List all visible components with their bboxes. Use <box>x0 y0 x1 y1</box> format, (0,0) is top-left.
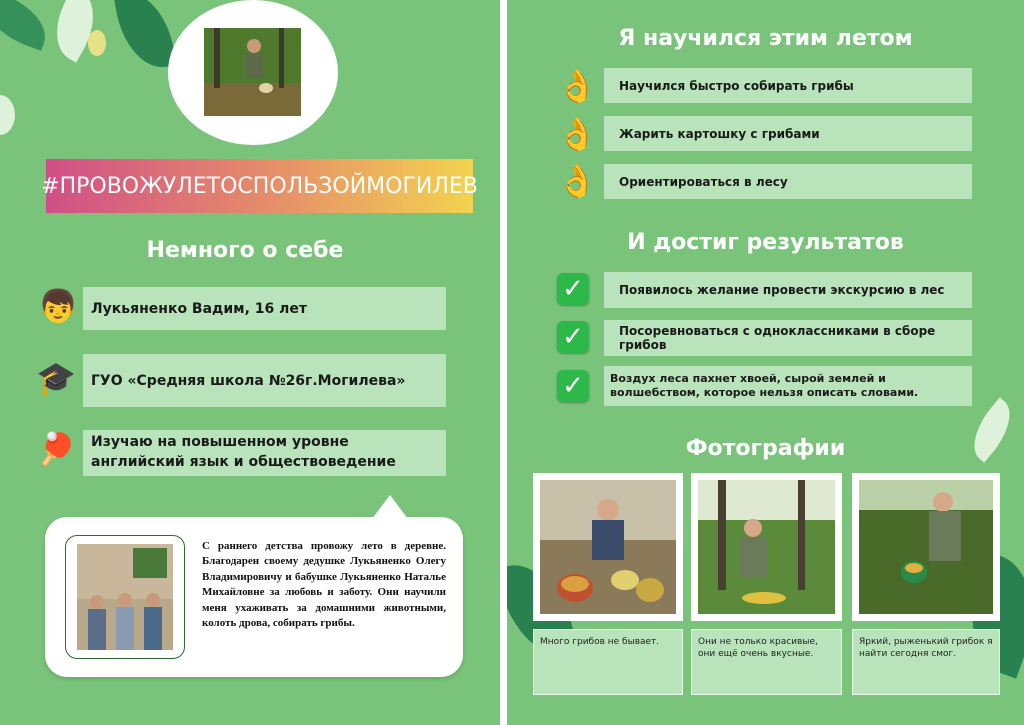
result-item-label: Посоревноваться с одноклассниками в сборе грибов <box>619 324 936 352</box>
photo-card-3 <box>852 473 1000 621</box>
ok-hand-icon: 👌 <box>557 67 597 105</box>
caption-text: Яркий, рыженький грибок я найти сегодня смог. <box>859 637 993 659</box>
photos-title: Фотографии <box>685 436 846 461</box>
leaf-decoration <box>113 0 176 74</box>
photo-caption-3 <box>852 629 1000 695</box>
about-item-label: ГУО «Средняя школа №26г.Могилева» <box>91 372 406 389</box>
bio-text: С раннего детства провожу лето в деревне. Благодарен своему дедушке Лукьяненко Олегу Владимировичу и бабушке Лукьяненко Наталье Михайловне за любовь и заботу. Они научили меня ухаживать за домашними животными, колоть дрова, собирать грибы. <box>202 540 446 629</box>
learned-item-label: Ориентироваться в лесу <box>619 174 788 189</box>
mushroom-photo <box>540 480 676 614</box>
learned-item <box>604 68 972 103</box>
check-mark-icon: ✓ <box>557 370 589 402</box>
family-photo-frame <box>65 535 185 659</box>
leaf-decoration <box>88 30 106 56</box>
learned-item <box>604 164 972 199</box>
learned-item-label: Жарить картошку с грибами <box>619 126 820 141</box>
check-mark-icon: ✓ <box>557 321 589 353</box>
learned-item <box>604 116 972 151</box>
photo-caption-2 <box>691 629 842 695</box>
photo-card-1 <box>533 473 683 621</box>
forest-photo <box>698 480 835 614</box>
hashtag-text: #ПРОВОЖУЛЕТОСПОЛЬЗОЙМОГИЛЕВ <box>41 173 478 199</box>
result-item <box>604 272 972 308</box>
avatar-photo <box>204 28 301 116</box>
about-item-name <box>83 287 446 330</box>
learned-title: Я научился этим летом <box>618 26 913 51</box>
result-item-label: Появилось желание провести экскурсию в лес <box>619 283 945 297</box>
result-item <box>604 320 972 356</box>
about-title: Немного о себе <box>146 238 344 263</box>
hashtag-banner <box>41 159 478 213</box>
leaf-decoration <box>0 95 15 135</box>
photo-caption-1 <box>533 629 683 695</box>
family-photo <box>77 544 173 650</box>
ok-hand-icon: 👌 <box>557 162 597 200</box>
result-item-label: Воздух леса пахнет хвоей, сырой землей и волшебством, которое нельзя описать словами. <box>610 371 919 399</box>
about-item-label: Изучаю на повышенном уровне английский язык и обществоведение <box>91 434 396 470</box>
bubble-tail <box>372 495 408 519</box>
learned-item-label: Научился быстро собирать грибы <box>619 78 854 93</box>
photo-card-2 <box>691 473 842 621</box>
about-item-study <box>83 430 446 476</box>
graduation-cap-icon: 🎓 <box>36 359 76 397</box>
results-title: И достиг результатов <box>627 230 904 255</box>
ok-hand-icon: 👌 <box>557 115 597 153</box>
left-page <box>0 0 500 725</box>
forest-photo <box>204 28 301 116</box>
check-mark-icon: ✓ <box>557 273 589 305</box>
about-item-school <box>83 354 446 407</box>
caption-text: Они не только красивые, они ещё очень вкусные. <box>698 637 818 659</box>
right-page <box>507 0 1024 725</box>
result-item <box>604 366 972 406</box>
caption-text: Много грибов не бывает. <box>540 637 660 647</box>
leaf-decoration <box>0 0 55 51</box>
bio-bubble <box>45 517 463 677</box>
mushroom-picker-photo <box>859 480 993 614</box>
boy-face-icon: 👦 <box>38 287 78 325</box>
ping-pong-icon: 🏓 <box>36 430 76 468</box>
about-item-label: Лукьяненко Вадим, 16 лет <box>91 300 308 317</box>
